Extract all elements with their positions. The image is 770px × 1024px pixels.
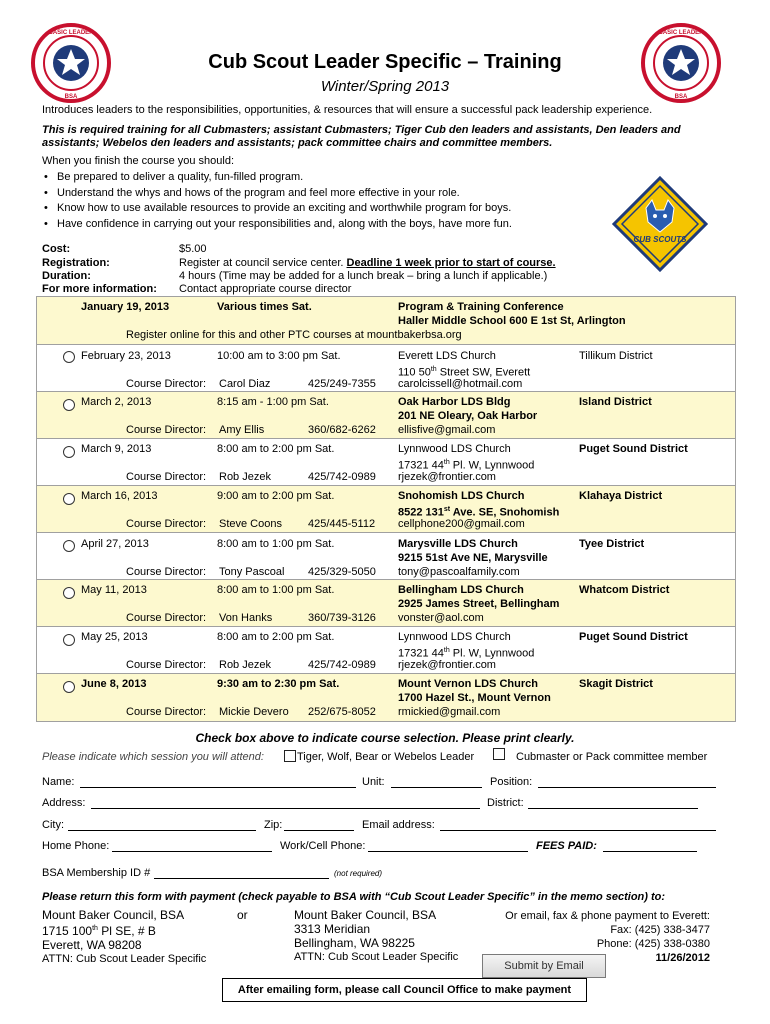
director-label: Course Director: [126,612,207,624]
more-info-value: Contact appropriate course director [179,283,352,295]
address-sup: st [443,506,451,513]
registration-deadline: Deadline 1 week prior to start of course. [346,257,556,269]
address-line: ATTN: Cub Scout Leader Specific [42,953,207,965]
finish-intro: When you finish the course you should: [42,155,235,167]
opt-cubmaster-label: Cubmaster or Pack committee member [516,751,708,763]
page-subtitle: Winter/Spring 2013 [320,78,450,95]
address-line: Mount Baker Council, BSA [42,908,185,922]
session-table [36,296,736,722]
page-title: Cub Scout Leader Specific – Training [208,51,562,73]
session-date: May 11, 2013 [81,584,147,596]
svg-text:BSA: BSA [64,94,78,100]
director-name: Rob Jezek [219,659,271,671]
svg-text:CUB SCOUTS: CUB SCOUTS [633,235,687,244]
director-phone: 360/682-6262 [308,424,376,436]
director-label: Course Director: [126,566,207,578]
session-address: 1700 Hazel St., Mount Vernon [398,692,551,704]
email-pay-line: Or email, fax & phone payment to Everett: [505,910,710,922]
session-place: Everett LDS Church [398,350,496,362]
session-district: Skagit District [579,678,653,690]
address-sup: th [443,647,450,654]
session-district: Puget Sound District [579,631,688,643]
outcome-item: • Have confidence in carrying out your responsibilities and, along with the boys, have more fun. [42,217,602,233]
director-email: vonster@aol.com [398,612,484,624]
outcomes-list [42,170,602,232]
fees-paid-label: FEES PAID: [536,840,597,852]
duration-value: 4 hours (Time may be added for a lunch break – bring a lunch if applicable.) [179,270,548,282]
fax-line: Fax: (425) 338-3477 [610,924,710,936]
ptc-time: Various times Sat. [217,301,312,313]
session-select-radio[interactable] [63,540,75,552]
address-part: Street SW, Everett [436,366,531,379]
address-line: Bellingham, WA 98225 [294,936,415,950]
director-email: tony@pascoalfamily.com [398,566,520,578]
session-date: February 23, 2013 [81,350,171,362]
more-info-label: For more information: [42,283,157,295]
address-input[interactable] [91,797,480,809]
address-line: Mount Baker Council, BSA [294,908,437,922]
zip-input[interactable] [284,819,354,831]
session-district: Puget Sound District [579,443,688,455]
email-input[interactable] [440,819,716,831]
outcome-item: • Understand the whys and hows of the program and feel more effective in your role. [42,186,602,202]
director-name: Amy Ellis [219,424,265,436]
svg-text:BASIC LEADER: BASIC LEADER [658,30,704,36]
name-input[interactable] [80,776,356,788]
position-input[interactable] [538,776,716,788]
opt-den-leader-label: Tiger, Wolf, Bear or Webelos Leader [297,751,475,763]
session-place: Lynnwood LDS Church [398,443,511,455]
outcome-item: • Know how to use available resources to provide an exciting and worthwhile program for boys. [42,201,602,217]
unit-label: Unit: [362,776,385,788]
bsa-id-label: BSA Membership ID # [42,867,151,879]
session-select-radio[interactable] [63,399,75,411]
address-sup: th [443,459,450,466]
address-sup: th [92,925,98,932]
session-time: 8:00 am to 2:00 pm Sat. [217,443,335,455]
session-place: Marysville LDS Church [398,538,518,550]
cost-label: Cost: [42,243,71,255]
bsa-id-input[interactable] [154,867,329,879]
session-row [37,674,735,721]
director-label: Course Director: [126,659,207,671]
director-label: Course Director: [126,378,207,390]
required-note: This is required training for all Cubmasters; assistant Cubmasters; Tiger Cub den leaders and assistants, Den leaders and assistants; Webelos den leaders and assistants; pack committee chairs and committee members. [42,124,681,149]
session-address: 2925 James Street, Bellingham [398,598,560,610]
return-note: Please return this form with payment (check payable to BSA with “Cub Scout Leader Specific” in the memo section) to: [42,891,666,903]
session-district: Tyee District [579,538,645,550]
session-select-radio[interactable] [63,634,75,646]
cub-scouts-logo [612,176,708,272]
intro-text: Introduces leaders to the responsibilities, opportunities, & resources that will ensure a successful pack leadership experience. [42,104,653,116]
director-phone: 425/742-0989 [308,471,376,483]
zip-label: Zip: [264,819,283,831]
check-note: Check box above to indicate course selection. Please print clearly. [195,731,575,745]
director-email: ellisfive@gmail.com [398,424,496,436]
cubmaster-checkbox[interactable] [493,748,505,760]
director-email: cellphone200@gmail.com [398,518,525,530]
session-date: June 8, 2013 [81,678,147,690]
session-time: 9:00 am to 2:00 pm Sat. [217,490,335,502]
director-phone: 252/675-8052 [308,706,376,718]
session-row [37,392,735,439]
director-name: Rob Jezek [219,471,271,483]
director-phone: 425/329-5050 [308,566,376,578]
or-text: or [237,908,248,922]
cost-value: $5.00 [179,243,207,255]
phone-line: Phone: (425) 338-0380 [596,938,710,950]
ptc-register: Register online for this and other PTC courses at mountbakerbsa.org [126,329,462,341]
name-label: Name: [42,776,75,788]
position-label: Position: [490,776,533,788]
director-email: rjezek@frontier.com [398,659,496,671]
session-select-radio[interactable] [63,351,75,363]
address-part: 110 50 [398,366,431,379]
session-row [37,580,735,627]
address-part: Pl. W, Lynnwood [449,459,535,472]
session-address: 9215 51st Ave NE, Marysville [398,552,548,564]
session-district: Whatcom District [579,584,670,596]
everett-address [42,908,206,966]
address-part: Ave. SE, Snohomish [450,506,560,519]
session-place: Mount Vernon LDS Church [398,678,538,690]
form-date: 11/26/2012 [655,952,710,964]
session-select-radio[interactable] [63,446,75,458]
registration-text: Register at council service center. [179,257,344,269]
address-part: 1715 100 [42,924,93,938]
session-time: 10:00 am to 3:00 pm Sat. [217,350,341,362]
director-phone: 425/742-0989 [308,659,376,671]
session-district: Island District [579,396,652,408]
not-required-note: (not required) [334,869,383,878]
duration-label: Duration: [42,270,91,282]
director-label: Course Director: [126,518,207,530]
session-date: March 9, 2013 [81,443,152,455]
director-name: Von Hanks [219,612,273,624]
address-part: Pl SE, # B [97,924,156,938]
ptc-location: Haller Middle School 600 E 1st St, Arlington [398,315,626,327]
work-phone-input[interactable] [368,840,528,852]
address-part: 17321 44 [398,459,444,472]
session-place: Oak Harbor LDS Bldg [398,396,511,408]
registration-label: Registration: [42,257,110,269]
session-date: March 2, 2013 [81,396,152,408]
director-name: Steve Coons [219,518,282,530]
address-part: Pl. W, Lynnwood [449,647,535,660]
address-part: 8522 131 [398,506,444,519]
bellingham-address [294,908,458,964]
work-phone-label: Work/Cell Phone: [280,840,366,852]
unit-input[interactable] [391,776,482,788]
session-time: 9:30 am to 2:30 pm Sat. [217,678,340,690]
email-label: Email address: [362,819,435,831]
home-phone-label: Home Phone: [42,840,110,852]
address-line: 3313 Meridian [294,922,371,936]
ptc-row [37,297,735,345]
city-input[interactable] [68,819,256,831]
address-line: ATTN: Cub Scout Leader Specific [294,951,459,963]
final-note: After emailing form, please call Council Office to make payment [222,978,587,1002]
city-label: City: [42,819,64,831]
session-address: 201 NE Oleary, Oak Harbor [398,410,538,422]
session-date: April 27, 2013 [81,538,149,550]
director-label: Course Director: [126,424,207,436]
session-select-radio[interactable] [63,681,75,693]
session-place: Lynnwood LDS Church [398,631,511,643]
address-label: Address: [42,797,86,809]
address-part: 17321 44 [398,647,444,660]
director-email: carolcissell@hotmail.com [398,378,523,390]
address-line [42,922,206,938]
session-time: 8:00 am to 2:00 pm Sat. [217,631,335,643]
svg-text:BSA: BSA [674,94,688,100]
director-name: Carol Diaz [219,378,271,390]
submit-by-email-button[interactable]: Submit by Email [482,954,606,978]
session-row [37,486,735,533]
director-label: Course Director: [126,471,207,483]
session-date: March 16, 2013 [81,490,158,502]
leader-type-checkbox[interactable] [284,750,296,762]
session-district: Tillikum District [579,350,653,362]
ptc-date: January 19, 2013 [81,301,170,313]
registration-value [179,257,556,269]
session-place: Snohomish LDS Church [398,490,525,502]
session-row [37,627,735,674]
home-phone-input[interactable] [112,840,272,852]
session-time: 8:15 am - 1:00 pm Sat. [217,396,329,408]
session-place: Bellingham LDS Church [398,584,524,596]
address-line: Everett, WA 98208 [42,938,142,952]
session-time: 8:00 am to 1:00 pm Sat. [217,538,335,550]
outcome-item: • Be prepared to deliver a quality, fun-filled program. [42,170,602,186]
fees-paid-input[interactable] [603,840,697,852]
director-name: Mickie Devero [219,706,289,718]
session-time: 8:00 am to 1:00 pm Sat. [217,584,335,596]
session-district: Klahaya District [579,490,663,502]
address-sup: th [430,366,437,373]
session-date: May 25, 2013 [81,631,148,643]
session-row [37,345,735,392]
district-label: District: [487,797,524,809]
director-email: rmickied@gmail.com [398,706,501,718]
director-phone: 425/445-5112 [308,518,376,530]
attend-prompt: Please indicate which session you will attend: [42,751,264,763]
session-select-radio[interactable] [63,493,75,505]
svg-text:BASIC LEADER: BASIC LEADER [48,30,94,36]
director-email: rjezek@frontier.com [398,471,496,483]
session-select-radio[interactable] [63,587,75,599]
director-phone: 360/739-3126 [308,612,376,624]
session-row [37,533,735,580]
director-name: Tony Pascoal [219,566,285,578]
session-row [37,439,735,486]
district-input[interactable] [528,797,698,809]
director-label: Course Director: [126,706,207,718]
ptc-title: Program & Training Conference [398,301,564,313]
director-phone: 425/249-7355 [308,378,376,390]
